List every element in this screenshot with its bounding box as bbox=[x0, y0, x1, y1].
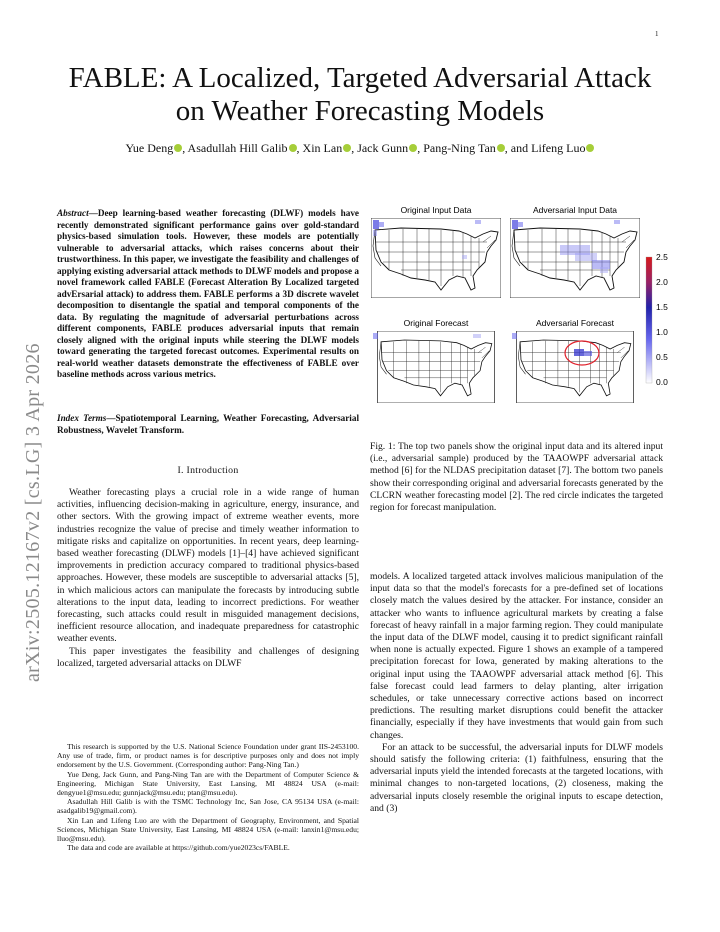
paper-title bbox=[40, 62, 680, 128]
adversarial-forecast-map bbox=[512, 331, 634, 403]
footnote: Asadullah Hill Galib is with the TSMC Technology Inc, San Jose, CA 95134 USA (e-mail: asadgalib19@gmail.com). bbox=[57, 797, 359, 816]
title-line-2: on Weather Forecasting Models bbox=[175, 95, 545, 127]
title-line-1: FABLE: A Localized, Targeted Adversarial Attack bbox=[68, 62, 652, 94]
colorbar bbox=[646, 252, 668, 387]
index-terms-text: —Spatiotemporal Learning, Weather Forecasting, Adversarial Robustness, Wavelet Transform. bbox=[57, 413, 360, 435]
author-name: Jack Gunn bbox=[357, 141, 409, 155]
author-name: Xin Lan bbox=[302, 141, 343, 155]
original-forecast-map bbox=[373, 331, 495, 403]
colorbar-tick: 0.0 bbox=[656, 377, 668, 387]
arxiv-identifier: arXiv:2505.12167v2 [cs.LG] 3 Apr 2026 bbox=[22, 343, 44, 682]
right-column-body bbox=[370, 571, 663, 815]
colorbar-tick: 2.0 bbox=[656, 277, 668, 287]
colorbar-tick: 0.5 bbox=[656, 352, 668, 362]
author-list: Yue Deng , Asadullah Hill Galib , Xin Lan , Jack Gunn , Pang-Ning Tan , and Lifeng Luo bbox=[40, 141, 680, 156]
introduction-body bbox=[57, 487, 359, 670]
figure-1 bbox=[370, 205, 670, 405]
author-name: Pang-Ning Tan bbox=[423, 141, 496, 155]
orcid-icon[interactable] bbox=[174, 144, 182, 152]
orcid-icon[interactable] bbox=[289, 144, 297, 152]
orcid-icon[interactable] bbox=[409, 144, 417, 152]
abstract-label: Abstract bbox=[57, 208, 89, 218]
footnotes bbox=[57, 742, 359, 852]
orcid-icon[interactable] bbox=[586, 144, 594, 152]
author-name: Yue Deng bbox=[125, 141, 174, 155]
paragraph: This paper investigates the feasibility and challenges of designing localized, targeted adversarial attacks on DLWF bbox=[57, 645, 359, 669]
panel-title: Adversarial Forecast bbox=[536, 318, 614, 328]
footnote: This research is supported by the U.S. National Science Foundation under grant IIS-2453100. Any use of trade, firm, or product names is for descriptive purposes only and does not imply endorsement by the U.S. Government. (Corresponding author: Pang-Ning Tan.) bbox=[57, 742, 359, 770]
section-heading: I. Introduction bbox=[177, 465, 239, 476]
colorbar-tick: 1.5 bbox=[656, 302, 668, 312]
adversarial-input-map bbox=[510, 218, 640, 298]
abstract-text: —Deep learning-based weather forecasting (DLWF) models have recently demonstrated significant performance gains over gold-standard physics-based simulation tools. However, these models are potentially vulnerable to adversarial attacks, which raises concerns about their trustworthiness. In this paper, we investigate the feasibility and challenges of applying existing adversarial attack methods to DLWF models and propose a novel framework called FABLE (Forecast Alteration By Localized targeted advErsarial attack) to address them. FABLE performs a 3D discrete wavelet decomposition to disentangle the spatial and temporal components of the data. By regulating the magnitude of adversarial perturbations across different components, FABLE produces adversarial inputs that remain closely aligned with the original inputs while steering the DLWF models toward generating the targeted forecast outcomes. Experimental results on real-world weather datasets demonstrate the effectiveness of FABLE over baseline methods across various metrics. bbox=[57, 208, 359, 379]
author-name: Asadullah Hill Galib bbox=[187, 141, 288, 155]
paragraph: For an attack to be successful, the adversarial inputs for DLWF models should satisfy the following criteria: (1) faithfulness, ensuring that the adversarial inputs yield the intended forecasts at the targeted locations, with minimal changes to non-targeted locations, (2) closeness, making the adversarial inputs closely resemble the original inputs to escape detection, and (3) bbox=[370, 741, 663, 814]
page-number: 1 bbox=[655, 30, 659, 38]
author-name: Lifeng Luo bbox=[531, 141, 586, 155]
panel-title: Adversarial Input Data bbox=[532, 205, 618, 215]
panel-title: Original Input Data bbox=[400, 205, 472, 215]
original-input-map bbox=[371, 218, 501, 298]
colorbar-tick: 2.5 bbox=[656, 252, 668, 262]
footnote: Xin Lan and Lifeng Luo are with the Department of Geography, Environment, and Spatial Sciences, Michigan State University, East Lansing, MI 48824 USA (e-mail: lanxin1@msu.edu; lluo@msu.edu). bbox=[57, 815, 359, 844]
colorbar-tick: 1.0 bbox=[656, 327, 668, 337]
index-terms bbox=[57, 413, 359, 436]
index-terms-label: Index Terms bbox=[57, 413, 107, 423]
panel-title: Original Forecast bbox=[403, 318, 469, 328]
abstract bbox=[57, 208, 359, 381]
footnote: The data and code are available at https://github.com/yue2023cs/FABLE. bbox=[67, 843, 290, 853]
paragraph: Weather forecasting plays a crucial role in a wide range of human activities, influencing decision-making in agriculture, energy, insurance, and other sectors. With the growing impact of extreme weather events, more industries recognize the value of precise and timely weather information to mitigate risks and capitalize on opportunities. In recent years, deep learning-based weather forecasting (DLWF) models [1]–[4] have achieved significant improvements in prediction accuracy compared to traditional physics-based approaches. However, these models are susceptible to adversarial attacks [5], in which malicious actors can manipulate the forecasts by introducing subtle alterations to the input data, leading to incorrect predictions. For weather forecasting, such attacks could result in misguided management decisions, inefficient resource allocation, and inadequate preparedness for catastrophic weather events. bbox=[57, 487, 359, 645]
figure-caption: Fig. 1: The top two panels show the original input data and its altered input (i.e., adversarial sample) produced by the TAAOWPF adversarial attack method [6] for the NLDAS precipitation dataset [7]. The bottom two panels show their corresponding original and adversarial forecasts generated by the CLCRN weather forecasting model [2]. The red circle indicates the targeted region for forecast manipulation. bbox=[370, 441, 663, 514]
orcid-icon[interactable] bbox=[497, 144, 505, 152]
orcid-icon[interactable] bbox=[343, 144, 351, 152]
footnote: Yue Deng, Jack Gunn, and Pang-Ning Tan are with the Department of Computer Science & Engineering, Michigan State University, East Lansing, MI 48824 USA (e-mail: dengyue1@msu.edu; gunnjack@msu.edu; ptan@msu.edu). bbox=[57, 769, 359, 798]
paragraph: models. A localized targeted attack involves malicious manipulation of the input data so that the model's forecasts for a pre-defined set of locations closely match the values desired by the attacker. For instance, consider an attacker who wants to influence agricultural markets by creating a false forecast of heavy rainfall in a major farming region. They could manipulate the input data of the DLWF model, causing it to predict significant rainfall when none is actually expected. Figure 1 shows an example of a tampered precipitation forecast for Iowa, generated by making alterations to the original input using the TAAOWPF adversarial attack method [6]. This false forecast could lead farmers to delay planting, alter irrigation schedules, or take unnecessary corrective actions based on incorrect predictions. The resulting market disruptions could benefit the attacker financially, especially if they have investments that would gain from such changes. bbox=[370, 571, 663, 741]
